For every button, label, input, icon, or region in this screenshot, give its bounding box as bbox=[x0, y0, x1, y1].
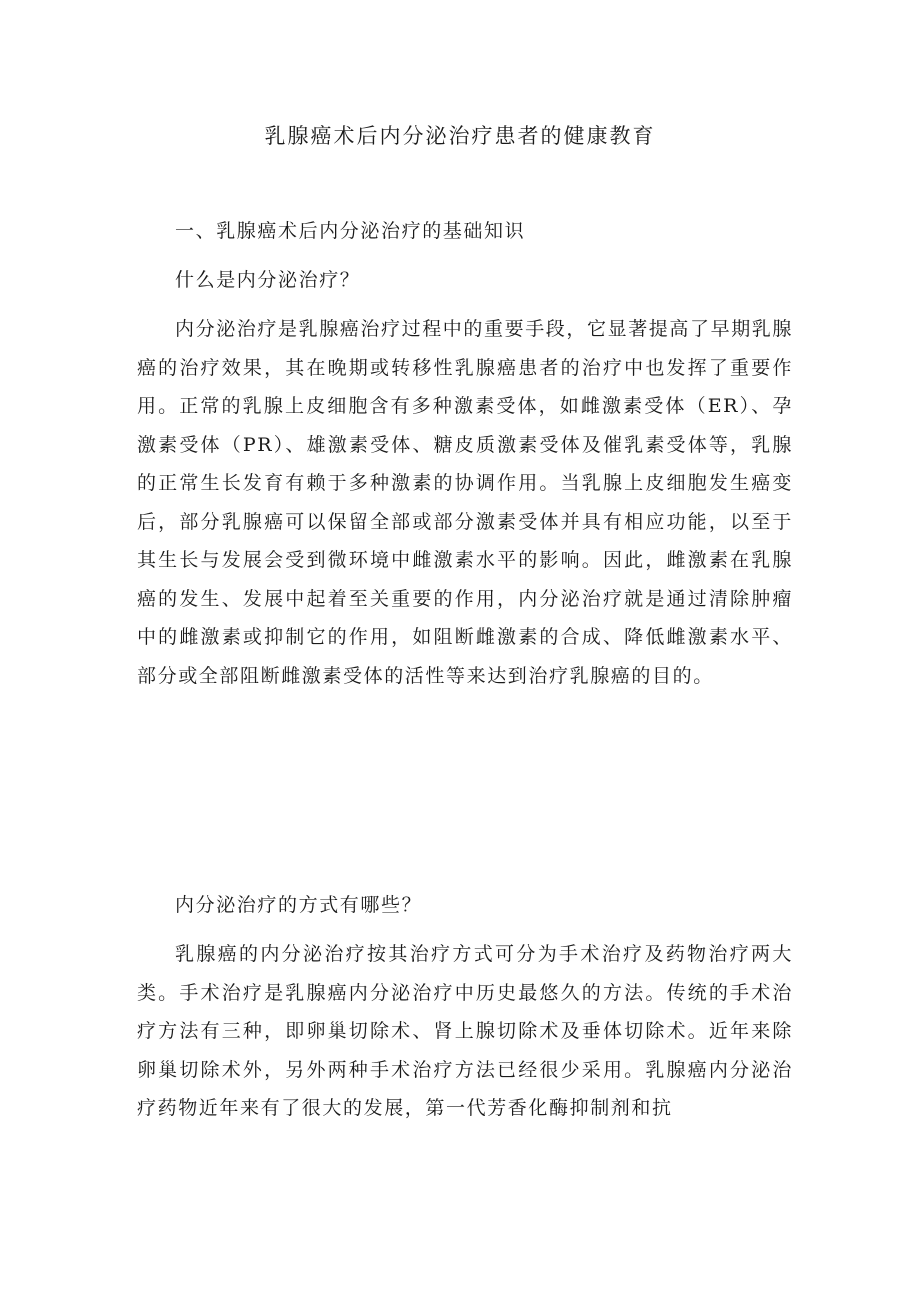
document-title: 乳腺癌术后内分泌治疗患者的健康教育 bbox=[264, 124, 656, 148]
section-heading-1: 一、乳腺癌术后内分泌治疗的基础知识 bbox=[175, 220, 526, 242]
question-heading-1: 什么是内分泌治疗？ bbox=[175, 269, 361, 291]
paragraph-1: 内分泌治疗是乳腺癌治疗过程中的重要手段，它显著提高了早期乳腺癌的治疗效果，其在晚期或转移性乳腺癌患者的治疗中也发挥了重要作用。正常的乳腺上皮细胞含有多种激素受体，如雌激素受体（ER）、孕激素受体（PR）、雄激素受体、糖皮质激素受体及催乳素受体等，乳腺的正常生长发育有赖于多种激素的协调作用。当乳腺上皮细胞发生癌变后，部分乳腺癌可以保留全部或部分激素受体并具有相应功能，以至于其生长与发展会受到微环境中雌激素水平的影响。因此，雌激素在乳腺癌的发生、发展中起着至关重要的作用，内分泌治疗就是通过清除肿瘤中的雌激素或抑制它的作用，如阻断雌激素的合成、降低雌激素水平、部分或全部阻断雌激素受体的活性等来达到治疗乳腺癌的目的。 bbox=[137, 318, 794, 687]
paragraph-2: 乳腺癌的内分泌治疗按其治疗方式可分为手术治疗及药物治疗两大类。手术治疗是乳腺癌内分泌治疗中历史最悠久的方法。传统的手术治疗方法有三种，即卵巢切除术、肾上腺切除术及垂体切除术。近年来除卵巢切除术外，另外两种手术治疗方法已经很少采用。乳腺癌内分泌治疗药物近年来有了很大的发展，第一代芳香化酶抑制剂和抗 bbox=[137, 943, 793, 1119]
question-heading-2: 内分泌治疗的方式有哪些？ bbox=[175, 894, 423, 916]
